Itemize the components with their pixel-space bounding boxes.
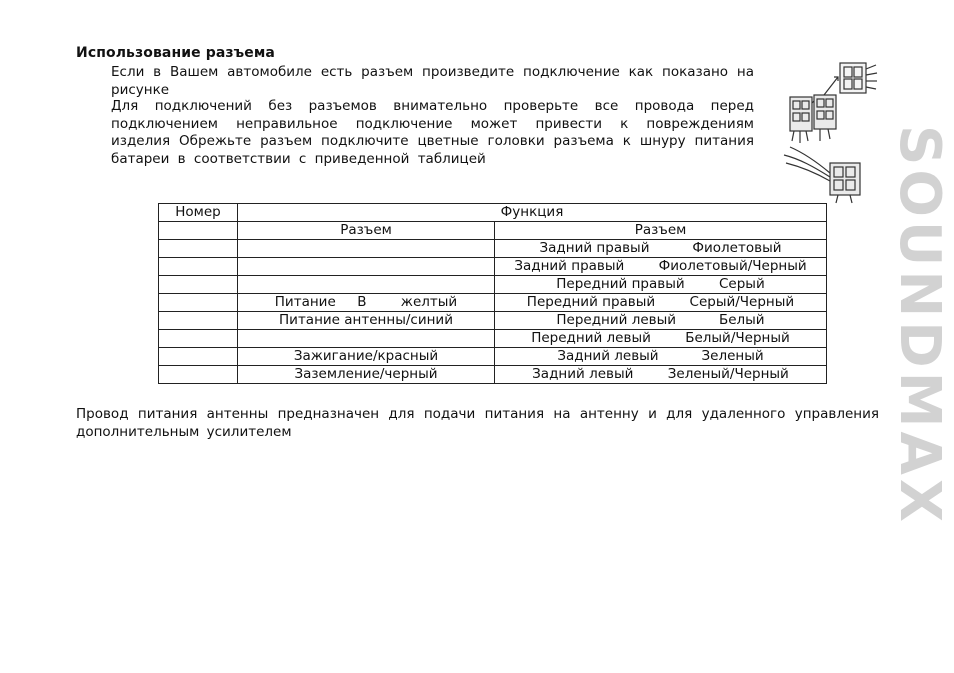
cell-left: Заземление/черный: [238, 366, 495, 384]
cell-right: Задний правый Фиолетовый: [495, 240, 827, 258]
table-row: [159, 240, 827, 258]
cell-right: Передний правый Серый/Черный: [495, 294, 827, 312]
cell-right: Передний правый Серый: [495, 276, 827, 294]
subheader-number-empty: [159, 222, 238, 240]
brand-text: SOUNDMAX: [886, 124, 952, 526]
table-row: [159, 258, 827, 276]
cell-right: Задний правый Фиолетовый/Черный: [495, 258, 827, 276]
header-function: Функция: [238, 204, 827, 222]
table-row: [159, 330, 827, 348]
table-row: [159, 276, 827, 294]
wiring-table: [158, 203, 827, 384]
cell-number: [159, 348, 238, 366]
cell-right: Передний левый Белый/Черный: [495, 330, 827, 348]
intro-paragraph-no-connector: Для подключений без разъемов внимательно проверьте все провода перед подключением неправильное подключение может привести к повреждениям изделия Обрежьте разъем подключите цветные головки разъема к шнуру питания батареи в соответствии с приведенной таблицей: [111, 98, 754, 167]
brand-logo: [886, 50, 952, 600]
connector-illustration: [780, 55, 880, 205]
cell-number: [159, 258, 238, 276]
subheader-right: Разъем: [495, 222, 827, 240]
table-row: [159, 294, 827, 312]
cell-left: [238, 258, 495, 276]
cell-right: Передний левый Белый: [495, 312, 827, 330]
table-row: [159, 366, 827, 384]
cell-number: [159, 312, 238, 330]
subheader-left: Разъем: [238, 222, 495, 240]
antenna-note: Провод питания антенны предназначен для подачи питания на антенну и для удаленного управления дополнительным усилителем: [76, 406, 879, 440]
cell-left: Питание антенны/синий: [238, 312, 495, 330]
cell-left: Питание В желтый: [238, 294, 495, 312]
cell-number: [159, 330, 238, 348]
cell-number: [159, 240, 238, 258]
header-number: Номер: [159, 204, 238, 222]
table-header-row: [159, 204, 827, 222]
cell-number: [159, 276, 238, 294]
table-subheader-row: [159, 222, 827, 240]
cell-left: [238, 330, 495, 348]
cell-right: Задний левый Зеленый/Черный: [495, 366, 827, 384]
table-row: [159, 348, 827, 366]
cell-right: Задний левый Зеленый: [495, 348, 827, 366]
cell-left: [238, 276, 495, 294]
cell-number: [159, 294, 238, 312]
section-title: Использование разъема: [76, 45, 275, 61]
cell-left: Зажигание/красный: [238, 348, 495, 366]
intro-paragraph-connector: Если в Вашем автомобиле есть разъем произведите подключение как показано на рисунке: [111, 64, 754, 98]
cell-number: [159, 366, 238, 384]
cell-left: [238, 240, 495, 258]
table-row: [159, 312, 827, 330]
